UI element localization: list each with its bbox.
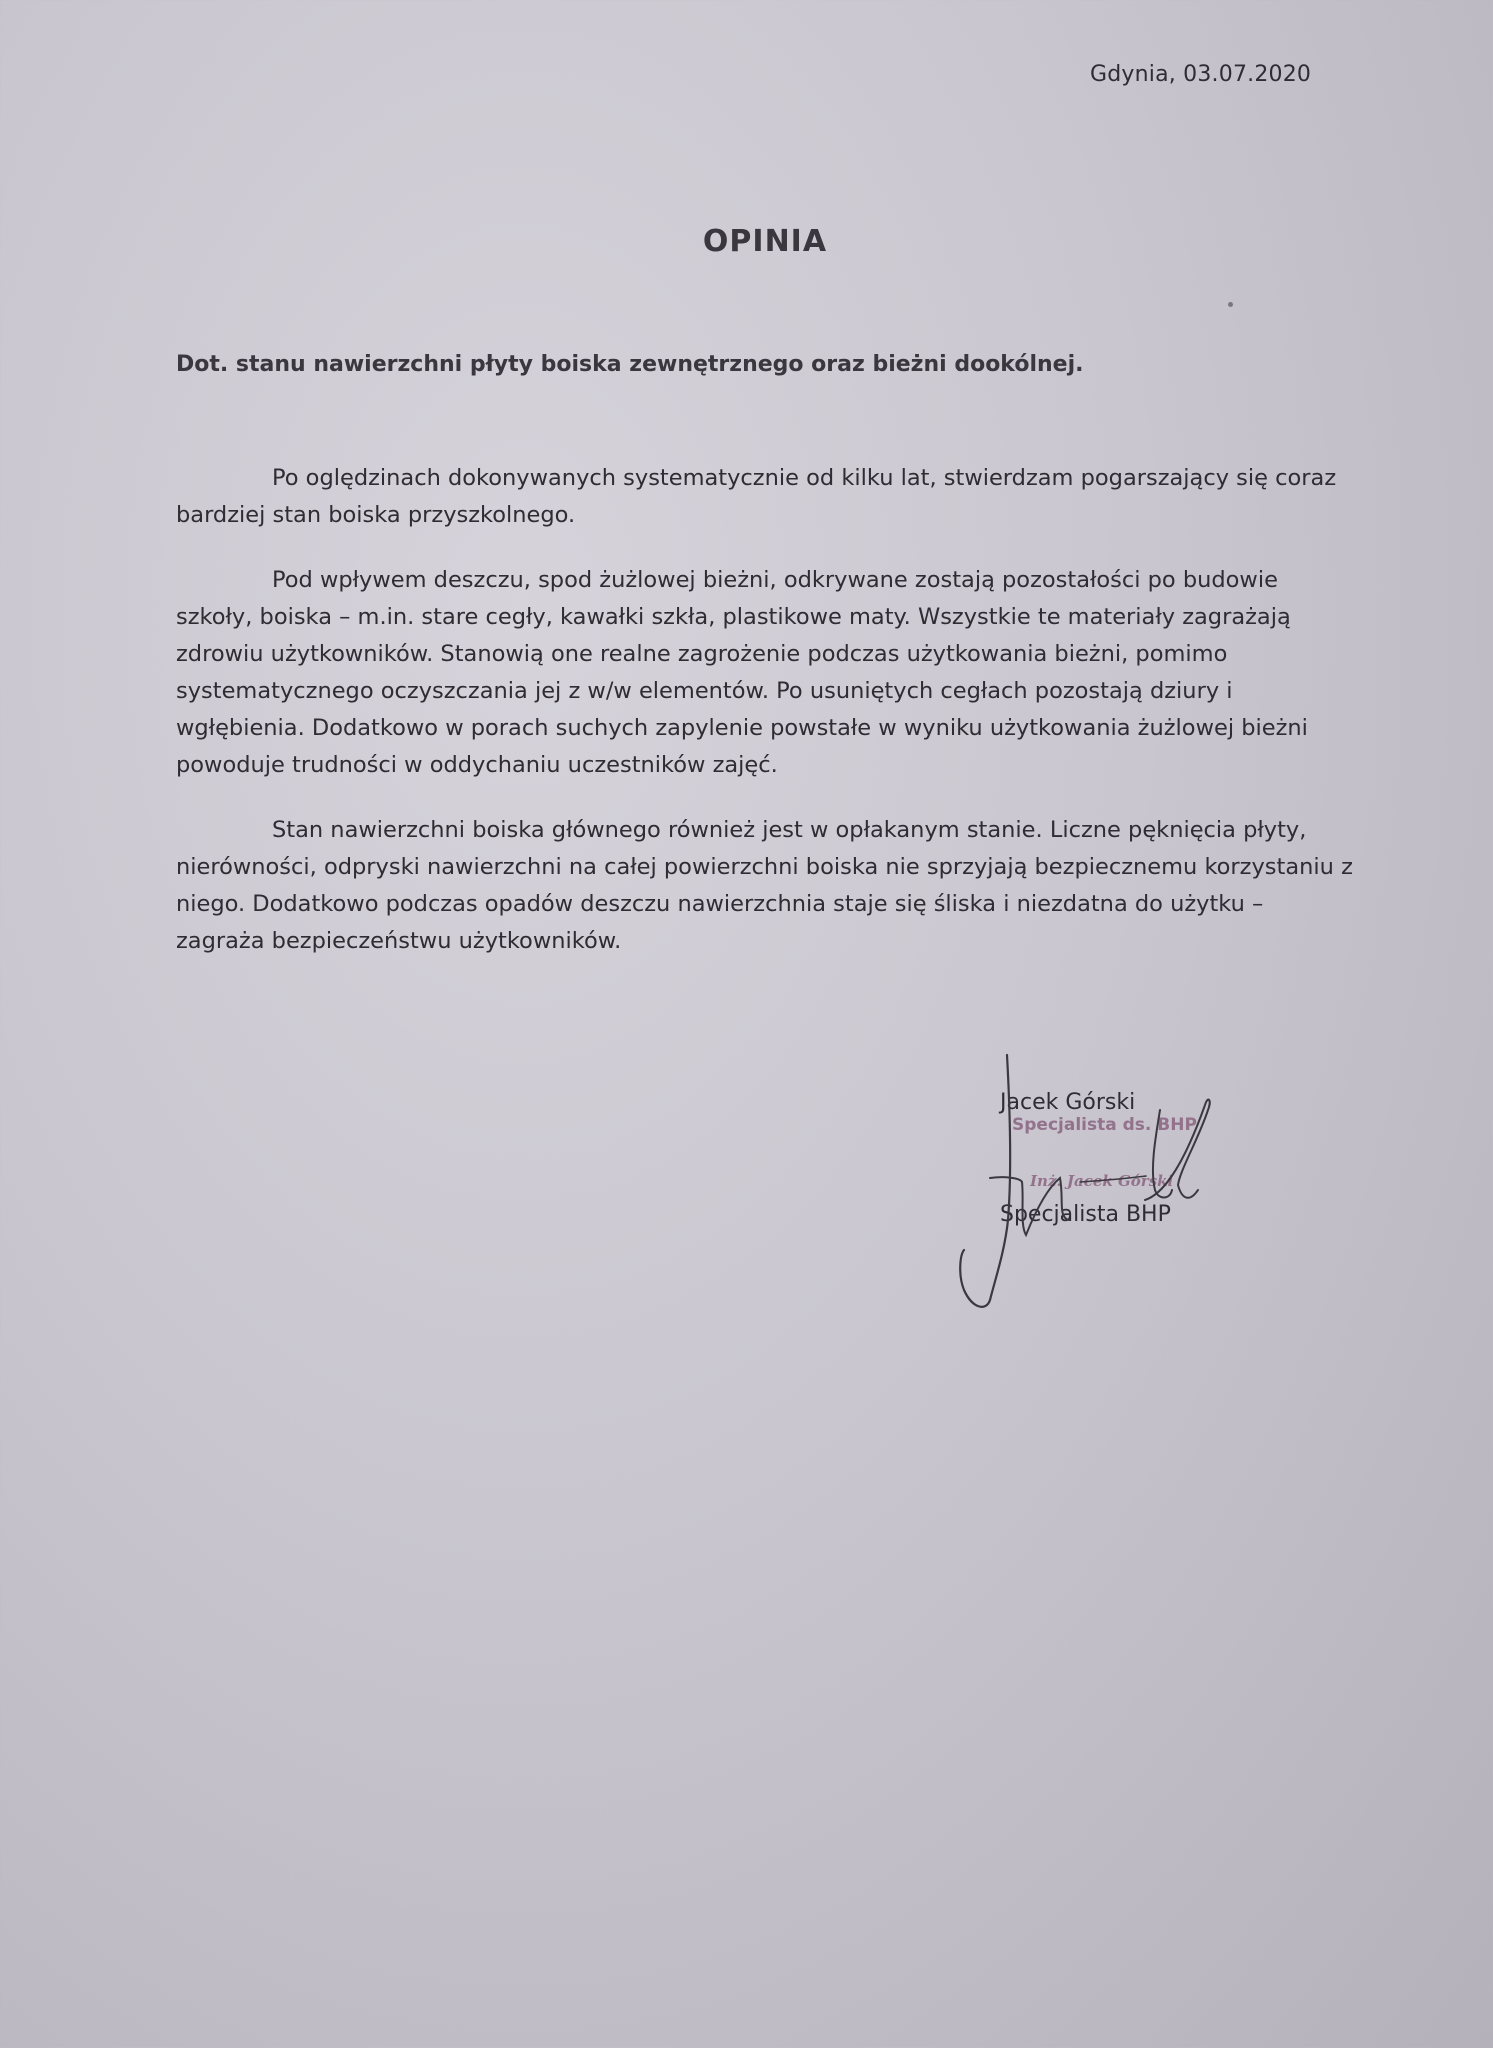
signatory-role: Specjalista BHP [1000, 1202, 1171, 1227]
document-title: OPINIA [702, 224, 828, 259]
paper-speck [1228, 302, 1233, 307]
document-subject: Dot. stanu nawierzchni płyty boiska zewnętrznego oraz bieżni dookólnej. [176, 352, 1084, 377]
paragraph-1: Po oględzinach dokonywanych systematycznie od kilku lat, stwierdzam pogarszający się coraz bardziej stan boiska przyszkolnego. [176, 465, 1337, 528]
document-body [176, 460, 1356, 988]
signatory-name: Jacek Górski [1000, 1090, 1136, 1115]
paragraph-3: Stan nawierzchni boiska głównego również jest w opłakanym stanie. Liczne pęknięcia płyty, nierówności, odpryski nawierzchni na całej powierzchni boiska nie sprzyjają bezpiecznemu korzystaniu z niego. Dodatkowo podczas opadów deszczu nawierzchnia staje się śliska i niezdatna do użytku – zagraża bezpieczeństwu użytkowników. [176, 817, 1353, 954]
handwritten-signature [950, 1050, 1250, 1320]
document-date: Gdynia, 03.07.2020 [1090, 62, 1312, 87]
stamp-role: Specjalista ds. BHP [1012, 1115, 1197, 1135]
paragraph-2: Pod wpływem deszczu, spod żużlowej bieżni, odkrywane zostają pozostałości po budowie szkoły, boiska – m.in. stare cegły, kawałki szkła, plastikowe maty. Wszystkie te materiały zagrażają zdrowiu użytkowników. Stanowią one realne zagrożenie podczas użytkowania bieżni, pomimo systematycznego oczyszczania jej z w/w elementów. Po usuniętych cegłach pozostają dziury i wgłębienia. Dodatkowo w porach suchych zapylenie powstałe w wyniku użytkowania żużlowej bieżni powoduje trudności w oddychaniu uczestników zajęć. [176, 567, 1308, 778]
stamp-name: Inż. Jacek Górski [1030, 1172, 1174, 1190]
